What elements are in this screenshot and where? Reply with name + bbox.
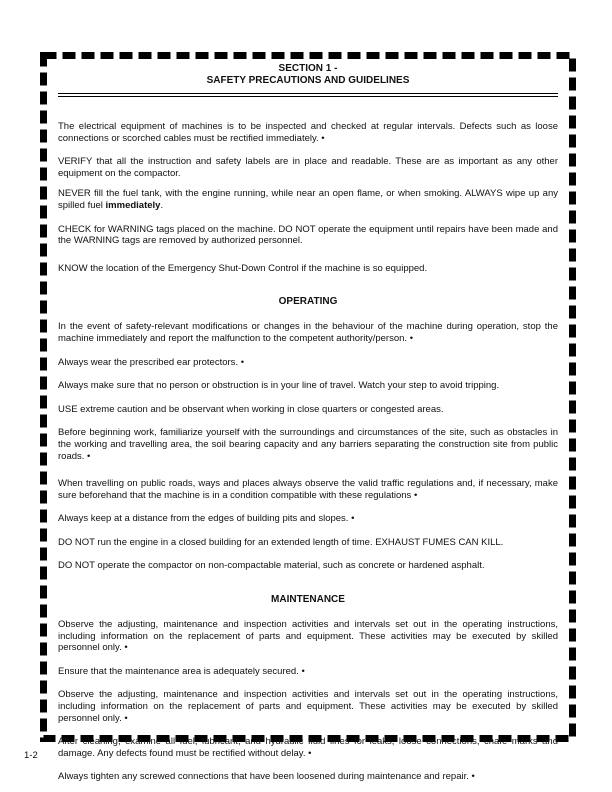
paragraph-ear-protectors: Always wear the prescribed ear protectors. • [58, 356, 245, 368]
paragraph-public-roads: When travelling on public roads, ways and places always observe the valid traffic regulations and, if necessary, make sure beforehand that the machine is in a condition compatible with these regulations • [58, 478, 558, 501]
paragraph-after-cleaning: After cleaning, examine all fuel, lubricant, and hydraulic fluid lines for leaks, loose connections, chafe marks and damage. Any defects found must be rectified without delay. • [58, 736, 558, 759]
paragraph-line-of-travel: Always make sure that no person or obstruction is in your line of travel. Watch your step to avoid tripping. [58, 380, 500, 392]
paragraph-observe-adjusting-1: Observe the adjusting, maintenance and inspection activities and intervals set out in the operating instructions, including information on the replacement of parts and equipment. These activities may be executed by skilled personnel only. • [58, 619, 558, 654]
paragraph-check-warning: CHECK for WARNING tags placed on the machine. DO NOT operate the equipment until repairs have been made and the WARNING tags are removed by authorized personnel. [58, 223, 558, 247]
page-frame [40, 52, 576, 783]
paragraph-never-fill [58, 188, 558, 211]
maintenance-heading: MAINTENANCE [271, 594, 345, 606]
page-number: 1-2 [24, 750, 38, 761]
paragraph-text: NEVER fill the fuel tank, with the engine running, while near an open flame, or when smoking. ALWAYS wipe up any spilled fuel [58, 188, 558, 211]
paragraph-text: . [160, 199, 164, 211]
paragraph-tighten-connections: Always tighten any screwed connections that have been loosened during maintenance and repair. • [58, 771, 475, 783]
paragraph-before-beginning: Before beginning work, familiarize yourself with the surroundings and circumstances of the site, such as obstacles in the working and travelling area, the soil bearing capacity and any barriers separating the construction site from public roads. • [58, 427, 558, 462]
paragraph-use-caution: USE extreme caution and be observant when working in close quarters or congested areas. [58, 403, 444, 415]
paragraph-non-compactable: DO NOT operate the compactor on non-compactable material, such as concrete or hardened asphalt. [58, 560, 485, 572]
paragraph-keep-distance: Always keep at a distance from the edges of building pits and slopes. • [58, 513, 355, 525]
paragraph-safety-modifications: In the event of safety-relevant modifications or changes in the behaviour of the machine during operation, stop the machine immediately and report the malfunction to the competent authority/person. • [58, 321, 558, 344]
paragraph-verify: VERIFY that all the instruction and safety labels are in place and readable. These are as important as any other equipment on the compactor. [58, 156, 558, 179]
section-title [58, 63, 558, 87]
paragraph-know-location: KNOW the location of the Emergency Shut-Down Control if the machine is so equipped. [58, 262, 428, 274]
page-content [58, 63, 558, 792]
paragraph-exhaust-fumes: DO NOT run the engine in a closed building for an extended length of time. EXHAUST FUMES CAN KILL. [58, 536, 504, 548]
paragraph-electrical: The electrical equipment of machines is to be inspected and checked at regular intervals. Defects such as loose connections or scorched cables must be rectified immediately. • [58, 121, 558, 144]
section-title-line1: SECTION 1 - [278, 63, 338, 74]
section-title-line2: SAFETY PRECAUTIONS AND GUIDELINES [206, 75, 410, 86]
paragraph-bold-text: immediately [105, 199, 161, 211]
operating-heading: OPERATING [278, 296, 338, 308]
title-divider [58, 93, 558, 97]
paragraph-area-secured: Ensure that the maintenance area is adequately secured. • [58, 665, 305, 677]
paragraph-observe-adjusting-2: Observe the adjusting, maintenance and inspection activities and intervals set out in the operating instructions, including information on the replacement of parts and equipment. These activities may be executed by skilled personnel only. • [58, 689, 558, 724]
